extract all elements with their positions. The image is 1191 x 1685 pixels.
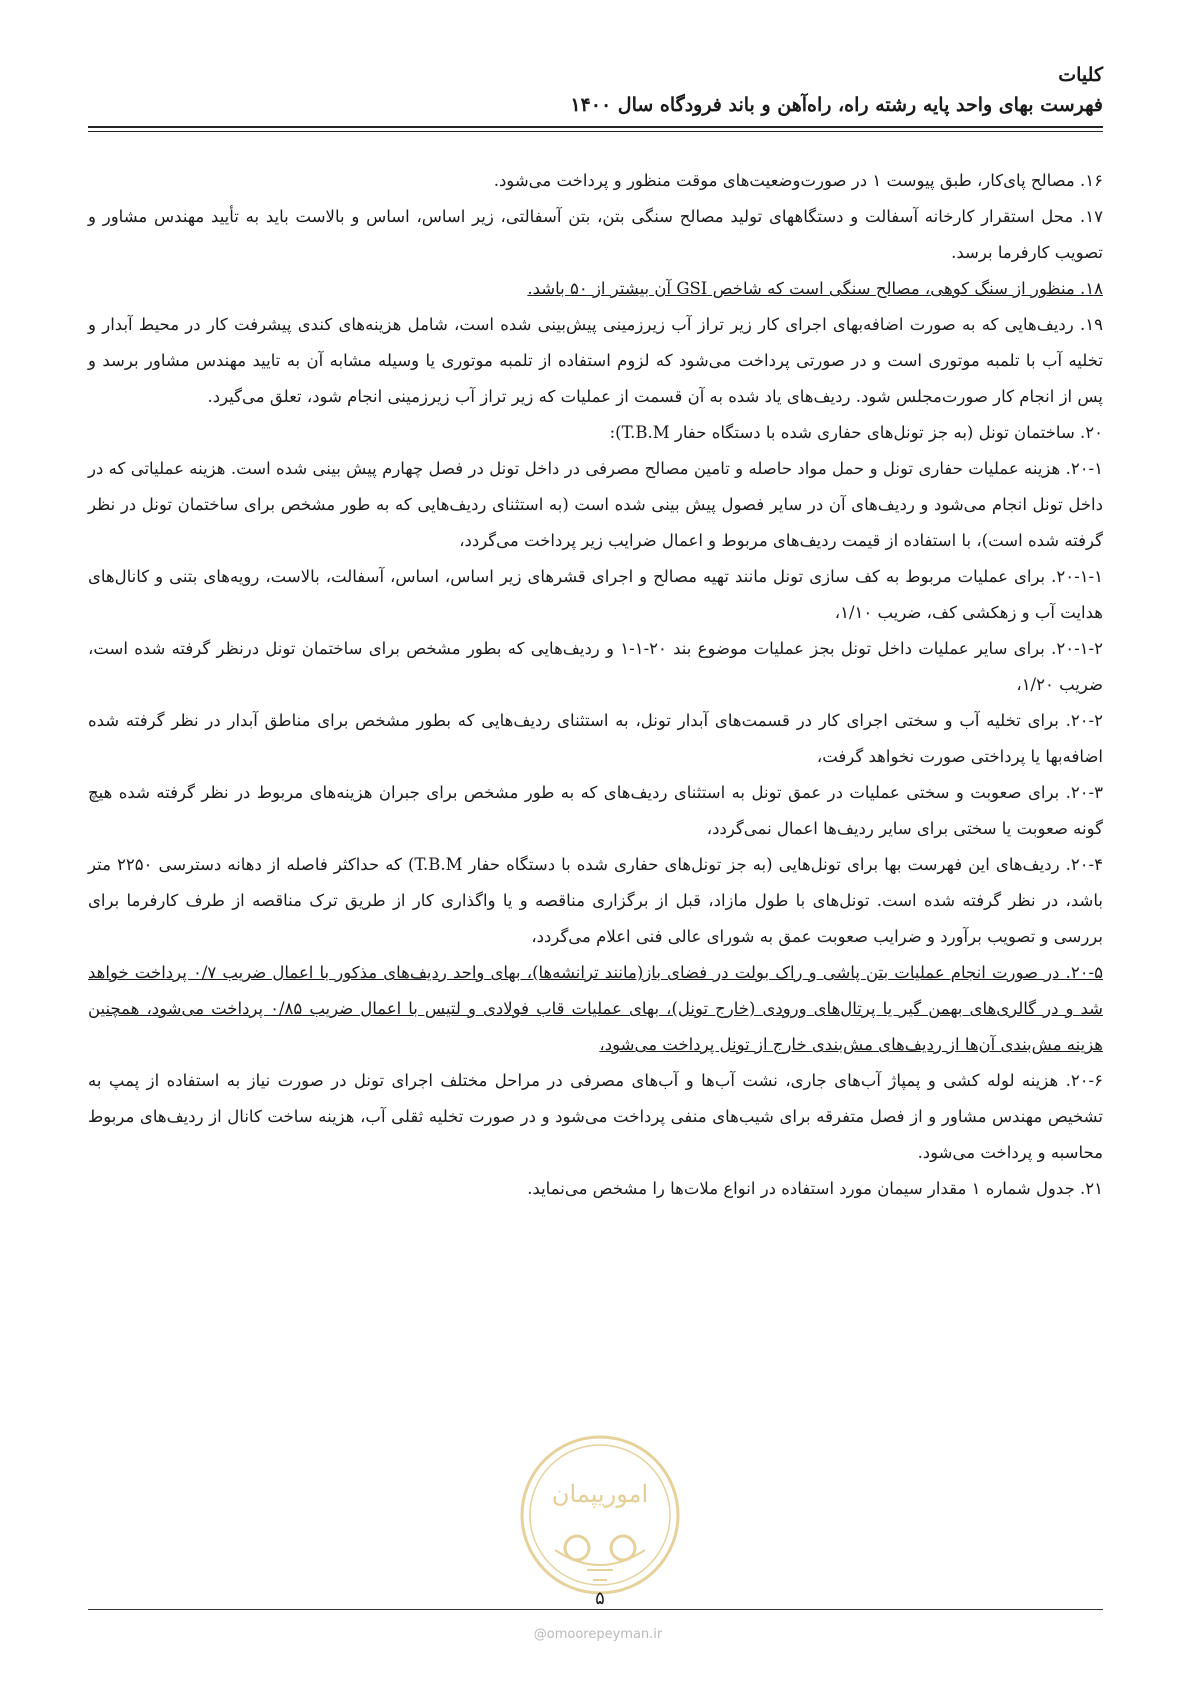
paragraph-18: ۱۸. منظور از سنگ کوهی، مصالح سنگی است که شاخص GSI آن بیشتر از ۵۰ باشد.: [527, 279, 1103, 298]
paragraph-20-1-1: ۲۰-۱-۱. برای عملیات مربوط به کف سازی تونل مانند تهیه مصالح و اجرای قشرهای زیر اساس، اساس، آسفالت، بالاست، رویه‌های بتنی و کانال‌های هدایت آب و زهکشی کف، ضریب ۱/۱۰،: [88, 567, 1103, 622]
paragraph-16: ۱۶. مصالح پای‌کار، طبق پیوست ۱ در صورت‌وضعیت‌های موقت منظور و پرداخت می‌شود.: [493, 171, 1103, 190]
paragraph-20: ۲۰. ساختمان تونل (به جز تونل‌های حفاری شده با دستگاه حفار T.B.M):: [609, 423, 1103, 442]
page-number: ۵: [595, 1588, 605, 1609]
section-title: کلیات: [1058, 64, 1103, 86]
body-text: [88, 163, 1103, 1207]
paragraph-20-1: ۲۰-۱. هزینه عملیات حفاری تونل و حمل مواد حاصله و تامین مصالح مصرفی در داخل تونل در فصل چهارم پیش بینی شده است. هزینه عملیاتی که در داخل تونل انجام می‌شود و ردیف‌های آن در سایر فصول پیش بینی شده است (به استثنای ردیف‌هایی که به طور مشخص برای ساختمان تونل در نظر گرفته شده است)، با استفاده از قیمت ردیف‌های مربوط و اعمال ضرایب زیر پرداخت می‌گردد،: [88, 459, 1103, 550]
header-rule-thick: [88, 126, 1103, 128]
page-header: [88, 60, 1103, 120]
paragraph-20-3: ۲۰-۳. برای صعوبت و سختی عملیات در عمق تونل به استثنای ردیف‌های که به طور مشخص برای جبران هزینه‌های مربوط در نظر گرفته شده هیچ گونه صعوبت یا سختی برای سایر ردیف‌ها اعمال نمی‌گردد،: [88, 783, 1103, 838]
paragraph-20-6: ۲۰-۶. هزینه لوله کشی و پمپاژ آب‌های جاری، نشت آب‌ها و آب‌های مصرفی در مراحل مختلف اجرای تونل در صورت نیاز به استفاده از پمپ به تشخیص مهندس مشاور و از فصل متفرقه برای شیب‌های منفی پرداخت می‌شود و در صورت تخلیه ثقلی آب، هزینه ساخت کانال از ردیف‌های مربوط محاسبه و پرداخت می‌شود.: [88, 1071, 1103, 1162]
website-watermark: @omoorepeyman.ir: [533, 1627, 663, 1642]
paragraph-21: ۲۱. جدول شماره ۱ مقدار سیمان مورد استفاده در انواع ملات‌ها را مشخص می‌نماید.: [527, 1179, 1103, 1198]
watermark-lettering: اموریپمان: [551, 1480, 649, 1508]
paragraph-20-1-2: ۲۰-۱-۲. برای سایر عملیات داخل تونل بجز عملیات موضوع بند ۲۰-۱-۱ و ردیف‌هایی که بطور مشخص برای ساختمان تونل درنظر گرفته شده است، ضریب ۱/۲۰،: [88, 639, 1103, 694]
paragraph-20-5: ۲۰-۵. در صورت انجام عملیات بتن پاشی و راک بولت در فضای باز(مانند ترانشه‌ها)، بهای واحد ردیف‌های مذکور با اعمال ضریب ۰/۷ پرداخت خواهد شد و در گالری‌های بهمن گیر یا پرتال‌های ورودی (خارج تونل)، بهای عملیات قاب فولادی و لتیس با اعمال ضریب ۰/۸۵ پرداخت می‌شود، همچنین هزینه مش‌بندی آن‌ها از ردیف‌های مش‌بندی خارج از تونل پرداخت می‌شود،: [88, 963, 1103, 1054]
paragraph-20-4: ۲۰-۴. ردیف‌های این فهرست بها برای تونل‌هایی (به جز تونل‌های حفاری شده با دستگاه حفار T.B.M) که حداکثر فاصله از دهانه دسترسی ۲۲۵۰ متر باشد، در نظر گرفته شده است. تونل‌های با طول مازاد، قبل از برگزاری مناقصه و یا واگذاری کار از طریق ترک مناقصه از طرف کارفرما برای بررسی و تصویب برآورد و ضرایب صعوبت عمق به شورای عالی فنی اعلام می‌گردد،: [88, 855, 1103, 946]
document-subtitle: فهرست بهای واحد پایه رشته راه، راه‌آهن و باند فرودگاه سال ۱۴۰۰: [570, 94, 1103, 116]
paragraph-19: ۱۹. ردیف‌هایی که به صورت اضافه‌بهای اجرای کار زیر تراز آب زیرزمینی پیش‌بینی شده است، شامل هزینه‌های کندی پیشرفت کار در محیط آبدار و تخلیه آب با تلمبه موتوری است و در صورتی پرداخت می‌شود که لزوم استفاده از تلمبه موتوری یا وسیله مشابه آن به تایید مهندس مشاور برسد و پس از انجام کار صورت‌مجلس شود. ردیف‌های یاد شده به آن قسمت از عملیات که زیر تراز آب زیرزمینی انجام شود، تعلق می‌گیرد.: [88, 315, 1103, 406]
paragraph-20-2: ۲۰-۲. برای تخلیه آب و سختی اجرای کار در قسمت‌های آبدار تونل، به استثنای ردیف‌هایی که بطور مشخص برای مناطق آبدار در نظر گرفته شده اضافه‌بها یا پرداختی صورت نخواهد گرفت،: [88, 711, 1103, 766]
footer-rule: [88, 1609, 1103, 1610]
watermark-logo: [515, 1430, 685, 1605]
header-rule-thin: [88, 131, 1103, 132]
paragraph-17: ۱۷. محل استقرار کارخانه آسفالت و دستگاههای تولید مصالح سنگی بتن، بتن آسفالتی، زیر اساس، اساس و بالاست باید به تأیید مهندس مشاور و تصویب کارفرما برسد.: [88, 207, 1103, 262]
